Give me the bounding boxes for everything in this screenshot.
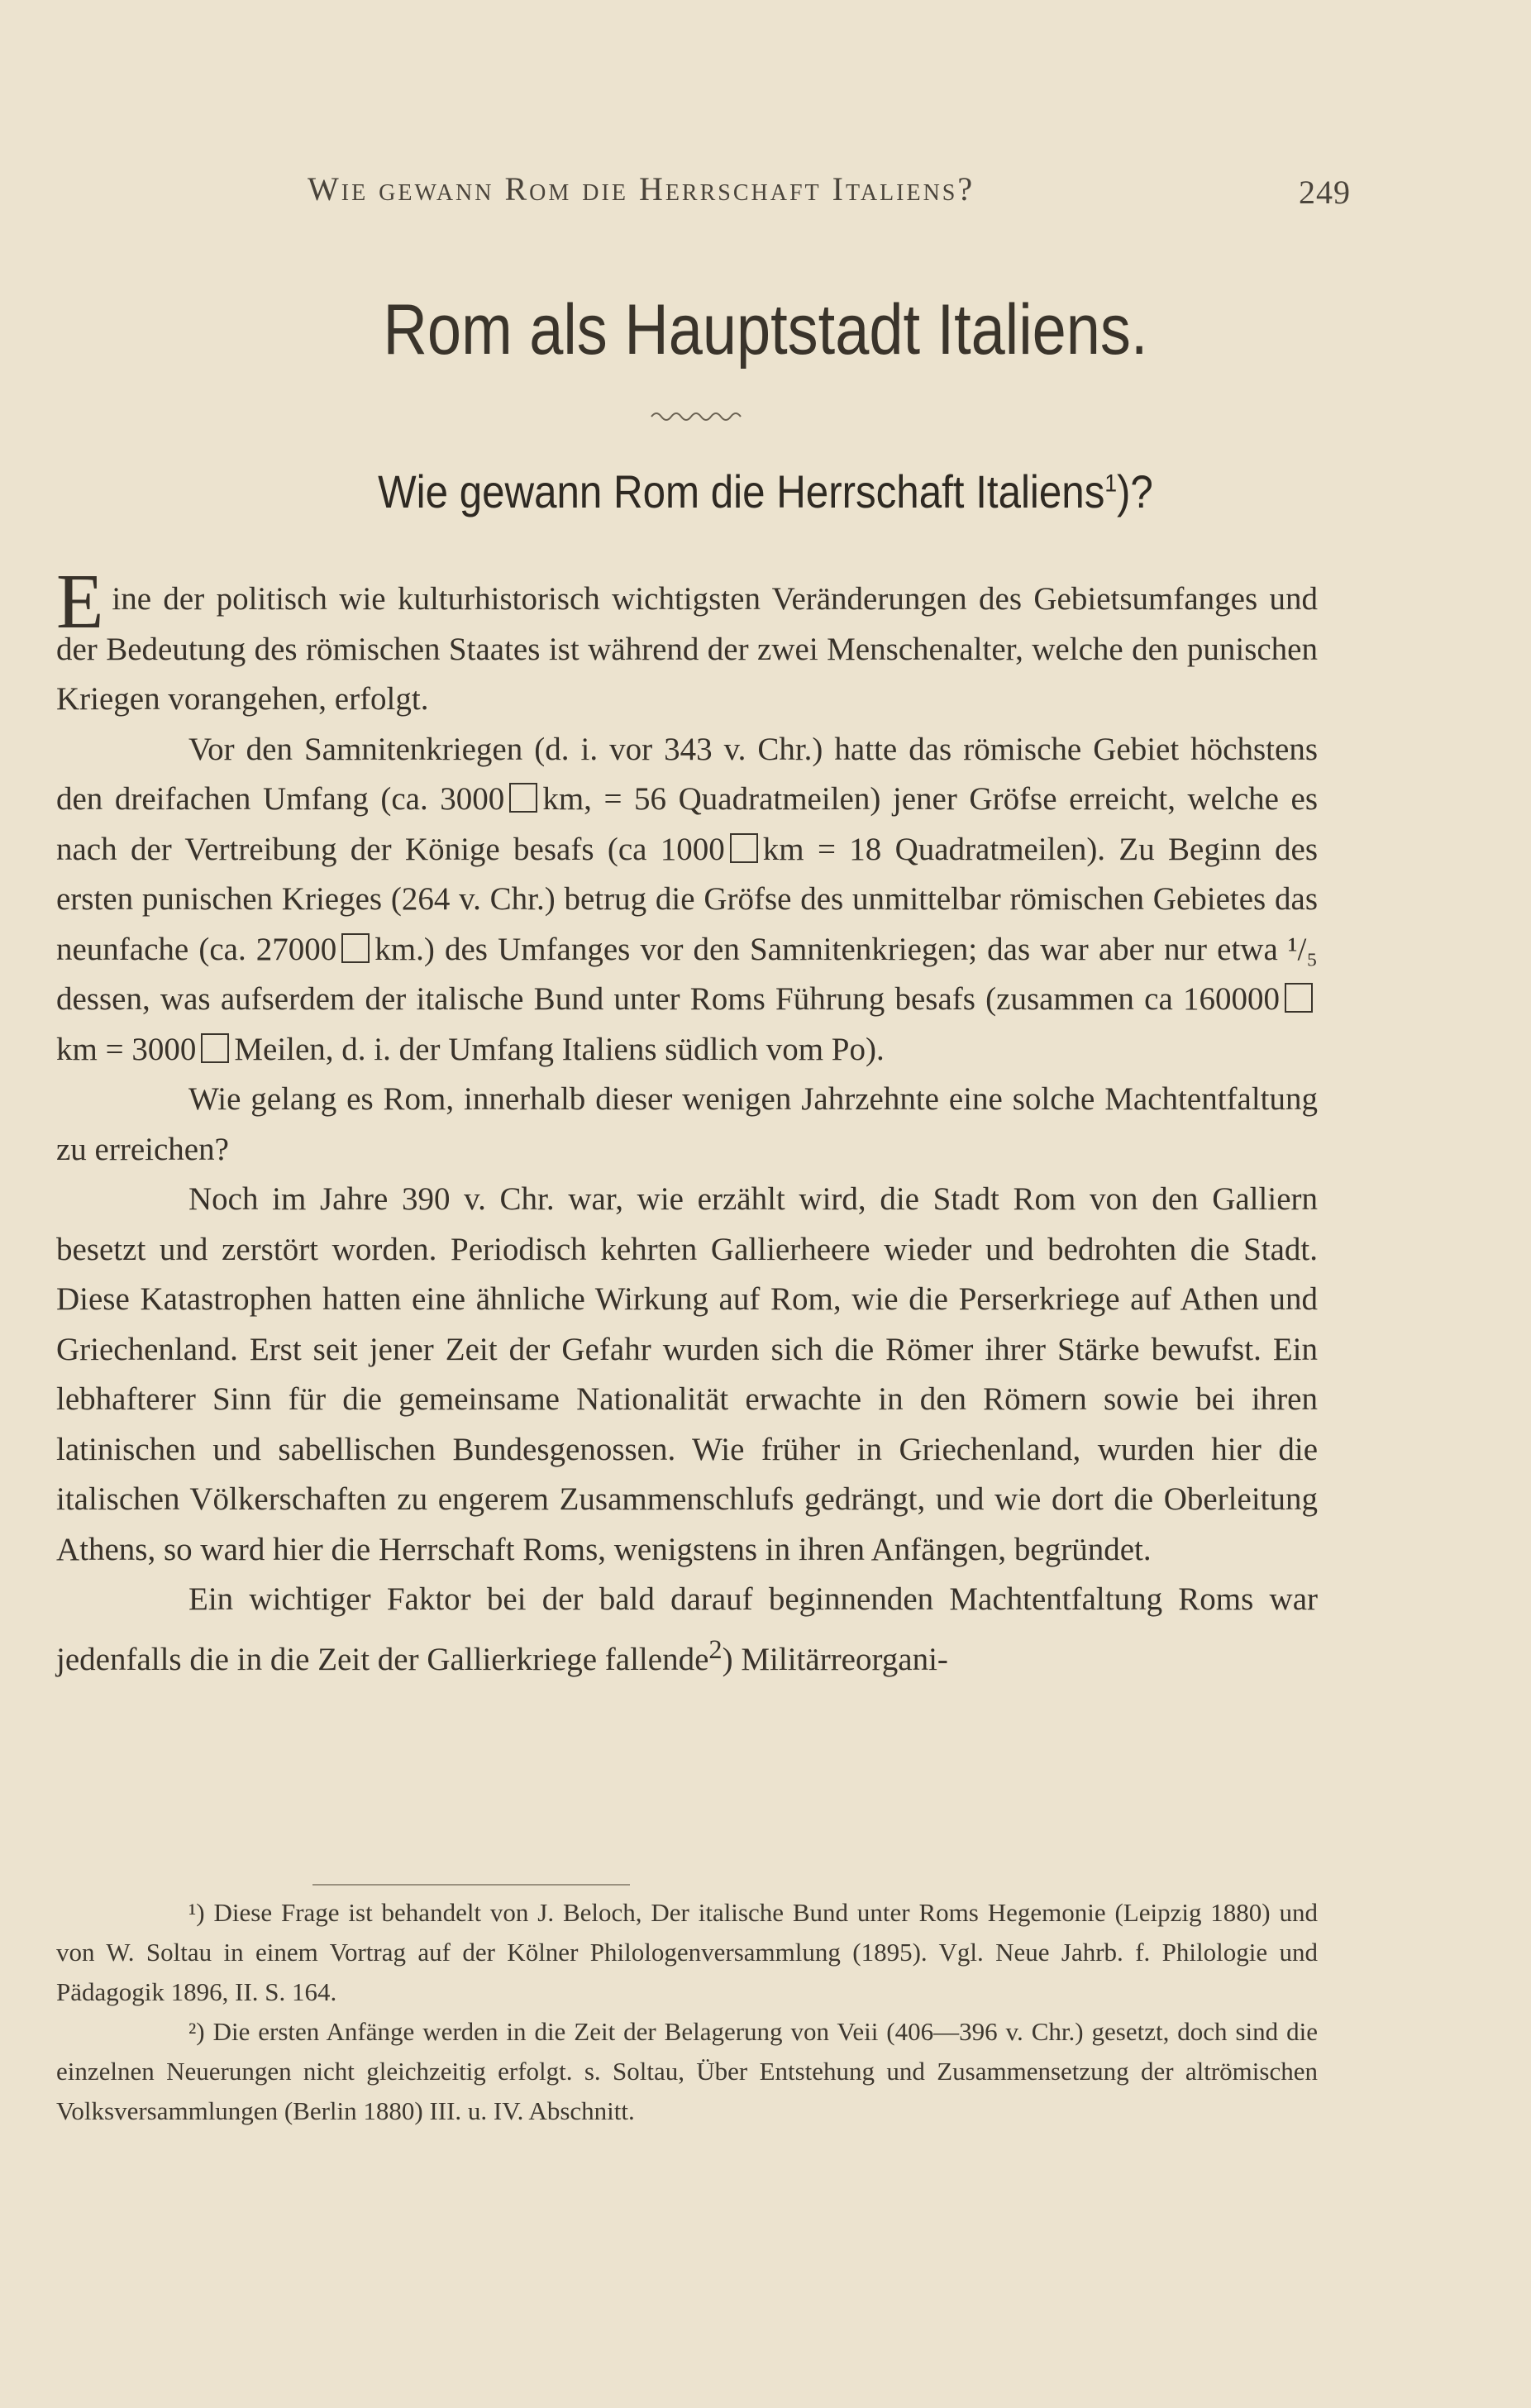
paragraph-text: ine der politisch wie kulturhistorisch wichtigsten Veränderungen des Gebietsumfanges und der Bedeutung des römischen Staates ist während der zwei Menschenalter, welche den punischen Kriegen vorangehen, erfolgt.	[56, 581, 1318, 717]
square-symbol-icon	[1285, 983, 1313, 1013]
footnotes	[56, 1893, 1318, 2131]
square-symbol-icon	[201, 1033, 229, 1063]
chapter-title: Rom als Hauptstadt Italiens.	[383, 290, 1148, 370]
drop-cap: E	[56, 559, 104, 645]
body-text	[56, 559, 1318, 1685]
paragraph	[56, 1575, 1318, 1685]
paragraph: Wie gelang es Rom, innerhalb dieser wenigen Jahrzehnte eine solche Machtentfaltung zu erreichen?	[56, 1081, 1318, 1167]
section-title-text: Wie gewann Rom die Herrschaft Italiens	[378, 465, 1105, 517]
paragraph-text: km.) des Umfanges vor den Samnitenkriegen; das war aber nur etwa ¹/₅ dessen, was aufserdem der italische Bund unter Roms Führung besafs (zusammen ca 160000	[56, 931, 1318, 1017]
paragraph-text: Ein wichtiger Faktor bei der bald darauf beginnenden Machtentfaltung Roms war jedenfalls die in die Zeit der Gallierkriege fallende	[56, 1581, 1318, 1677]
page-number: 249	[1299, 174, 1351, 211]
running-head-title: Wie gewann Rom die Herrschaft Italiens?	[308, 170, 975, 207]
footnote	[56, 2012, 1318, 2131]
ornament-divider	[650, 408, 742, 422]
square-symbol-icon	[509, 783, 537, 813]
paragraph-text: Meilen, d. i. der Umfang Italiens südlich vom Po).	[234, 1031, 885, 1067]
paragraph-text: km, = 56 Quadratmeilen) jener Gröfse erreicht, welche es nach der Vertreibung der Könige besafs (ca 1000	[56, 781, 1318, 867]
paragraph-text: Vor den Samnitenkriegen (d. i. vor 343 v. Chr.) hatte das römische Gebiet höchstens den dreifachen Umfang (ca. 3000	[56, 731, 1318, 817]
square-symbol-icon	[341, 933, 370, 963]
paragraph-text: km = 3000	[56, 1031, 197, 1067]
footnote-ref-2: 2	[708, 1634, 723, 1665]
running-head	[308, 169, 1351, 211]
paragraph	[56, 725, 1318, 1075]
paragraph-text: km = 18 Quadratmeilen). Zu Beginn des ersten punischen Krieges (264 v. Chr.) betrug die Gröfse des unmittelbar römischen Gebietes das neunfache (ca. 27000	[56, 831, 1318, 967]
footnote-text: Diese Frage ist behandelt von J. Beloch, Der italische Bund unter Roms Hegemonie (Leipzig 1880) und von W. Soltau in einem Vortrag auf der Kölner Philologenversammlung (1895). Vgl. Neue Jahrb. f. Philologie und Pädagogik 1896, II. S. 164.	[56, 1898, 1318, 2006]
paragraph-text: ) Militärreorgani-	[722, 1641, 948, 1677]
paragraph	[56, 559, 1318, 725]
section-title	[92, 465, 1439, 518]
square-symbol-icon	[730, 833, 758, 863]
paragraph: Noch im Jahre 390 v. Chr. war, wie erzählt wird, die Stadt Rom von den Galliern besetzt und zerstört worden. Periodisch kehrten Gallierheere wieder und bedrohten die Stadt. Diese Katastrophen hatten eine ähnliche Wirkung auf Rom, wie die Perserkriege auf Athen und Griechenland. Erst seit jener Zeit der Gefahr wurden sich die Römer ihrer Stärke bewufst. Ein lebhafterer Sinn für die gemeinsame Nationalität erwachte in den Römern sowie bei ihren latinischen und sabellischen Bundesgenossen. Wie früher in Griechenland, wurden hier die italischen Völkerschaften zu engerem Zusammenschlufs gedrängt, und wie dort die Oberleitung Athens, so ward hier die Herrschaft Roms, wenigstens in ihren Anfängen, begründet.	[56, 1181, 1318, 1567]
footnote-text: Die ersten Anfänge werden in die Zeit der Belagerung von Veii (406—396 v. Chr.) gesetzt, doch sind die einzelnen Neuerungen nicht gleichzeitig erfolgt. s. Soltau, Über Entstehung und Zusammensetzung der altrömischen Volksversammlungen (Berlin 1880) III. u. IV. Abschnitt.	[56, 2017, 1318, 2125]
footnote-mark: ²)	[188, 2017, 205, 2046]
footnote-ref-1: 1	[1104, 470, 1118, 498]
footnote	[56, 1893, 1318, 2012]
footnote-rule	[312, 1884, 630, 1886]
footnote-mark: ¹)	[188, 1898, 205, 1927]
section-title-end: )?	[1117, 465, 1153, 517]
